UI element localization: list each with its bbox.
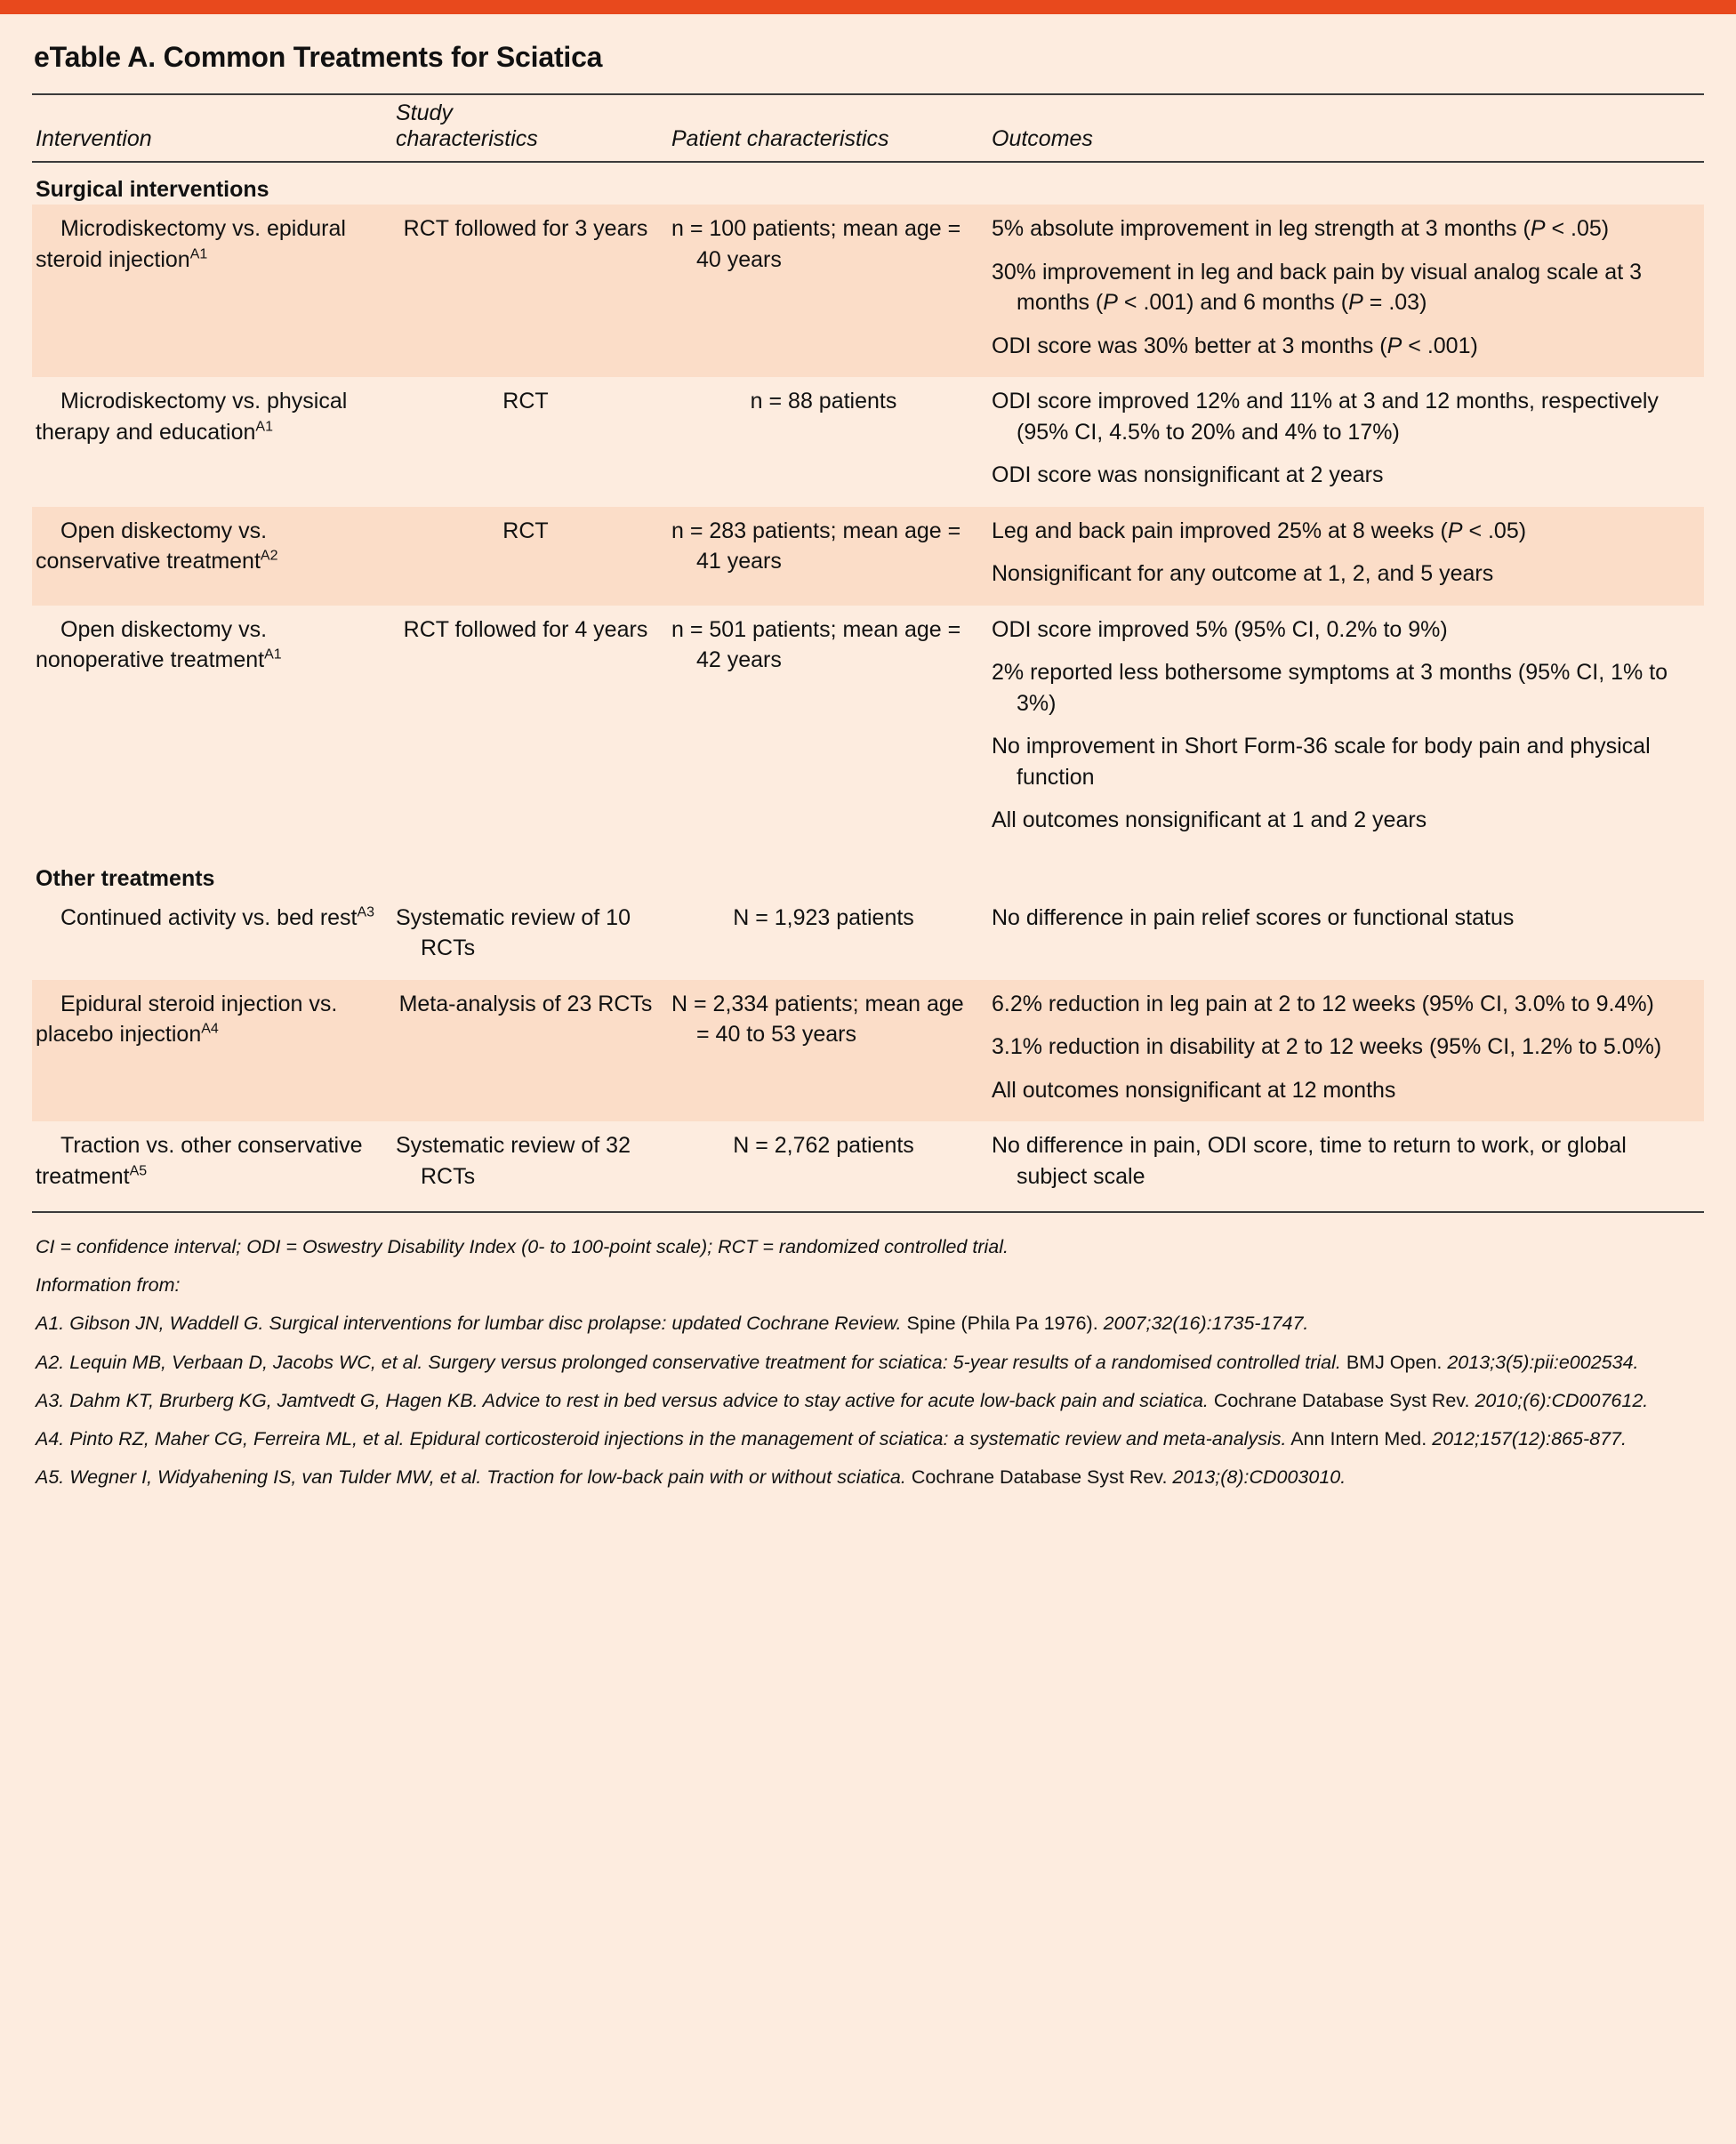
- outcome-item: 3.1% reduction in disability at 2 to 12 weeks (95% CI, 1.2% to 5.0%): [992, 1034, 1662, 1059]
- cell-patient-characteristics: N = 1,923 patients: [733, 904, 914, 930]
- treatments-table: [32, 93, 1704, 1211]
- cell-study-characteristics: RCT followed for 4 years: [403, 616, 648, 642]
- column-header-2: Study characteristics: [392, 94, 668, 162]
- table-row: [32, 980, 1704, 1122]
- cell-patient-characteristics: n = 100 patients; mean age = 40 years: [671, 216, 961, 272]
- table-header-row: [32, 94, 1704, 162]
- cell-patient-characteristics: n = 283 patients; mean age = 41 years: [671, 518, 961, 574]
- table-row: [32, 377, 1704, 507]
- reference-item: A4. Pinto RZ, Maher CG, Ferreira ML, et al. Epidural corticosteroid injections in the management of sciatica: a systematic review and meta-analysis. Ann Intern Med. 2012;157(12):865-877.: [36, 1428, 1627, 1450]
- column-header-4: Outcomes: [988, 94, 1704, 162]
- table-row: [32, 507, 1704, 606]
- column-header-3: Patient characteristics: [668, 94, 988, 162]
- cell-intervention: Open diskectomy vs. nonoperative treatment$^{A1}$: [36, 616, 282, 672]
- cell-patient-characteristics: n = 501 patients; mean age = 42 years: [671, 616, 961, 672]
- column-header-1: Intervention: [32, 94, 392, 162]
- outcome-item: No improvement in Short Form-36 scale for body pain and physical function: [992, 734, 1651, 790]
- cell-study-characteristics: Systematic review of 32 RCTs: [396, 1133, 631, 1189]
- cell-intervention: Epidural steroid injection vs. placebo injection$^{A4}$: [36, 991, 338, 1047]
- footnote-information-from: Information from:: [36, 1274, 181, 1297]
- reference-item: A5. Wegner I, Widyahening IS, van Tulder MW, et al. Traction for low-back pain with or without sciatica. Cochrane Database Syst Rev. 2013;(8):CD003010.: [36, 1466, 1346, 1489]
- cell-outcomes: [988, 1121, 1704, 1211]
- outcome-item: ODI score improved 5% (95% CI, 0.2% to 9%): [992, 616, 1448, 642]
- cell-patient-characteristics: N = 2,762 patients: [733, 1133, 914, 1158]
- outcome-item: Leg and back pain improved 25% at 8 weeks (P < .05): [992, 518, 1527, 543]
- section-header-row: [32, 852, 1704, 894]
- cell-intervention: Continued activity vs. bed rest$^{A3}$: [60, 904, 375, 930]
- reference-item: A2. Lequin MB, Verbaan D, Jacobs WC, et al. Surgery versus prolonged conservative treatment for sciatica: 5-year results of a randomised controlled trial. BMJ Open. 2013;3(5):pii:e002534.: [36, 1351, 1639, 1373]
- outcome-item: ODI score improved 12% and 11% at 3 and 12 months, respectively (95% CI, 4.5% to 20% and 4% to 17%): [992, 389, 1659, 445]
- cell-outcomes: [988, 894, 1704, 980]
- outcome-item: Nonsignificant for any outcome at 1, 2, and 5 years: [992, 561, 1494, 586]
- cell-outcomes: [988, 606, 1704, 852]
- reference-item: A3. Dahm KT, Brurberg KG, Jamtvedt G, Hagen KB. Advice to rest in bed versus advice to stay active for acute low-back pain and sciatica. Cochrane Database Syst Rev. 2010;(6):CD007612.: [36, 1389, 1649, 1411]
- page-content: [0, 14, 1736, 1518]
- cell-study-characteristics: Systematic review of 10 RCTs: [396, 904, 631, 960]
- cell-outcomes: [988, 507, 1704, 606]
- cell-study-characteristics: Meta-analysis of 23 RCTs: [398, 991, 653, 1016]
- outcome-item: 2% reported less bothersome symptoms at 3 months (95% CI, 1% to 3%): [992, 660, 1668, 716]
- table-row: [32, 894, 1704, 980]
- cell-intervention: Microdiskectomy vs. physical therapy and education$^{A1}$: [36, 389, 348, 445]
- outcome-item: ODI score was 30% better at 3 months (P < .001): [992, 333, 1478, 358]
- outcome-item: All outcomes nonsignificant at 12 months: [992, 1077, 1396, 1103]
- page-title: eTable A. Common Treatments for Sciatica: [34, 41, 603, 73]
- cell-outcomes: [988, 377, 1704, 507]
- table-footnotes: [32, 1211, 1704, 1491]
- cell-intervention: Microdiskectomy vs. epidural steroid injection$^{A1}$: [36, 216, 346, 272]
- outcome-item: 6.2% reduction in leg pain at 2 to 12 weeks (95% CI, 3.0% to 9.4%): [992, 991, 1654, 1016]
- footnote-abbreviations: CI = confidence interval; ODI = Oswestry Disability Index (0- to 100-point scale); RCT = randomized controlled trial.: [36, 1236, 1009, 1257]
- outcome-item: ODI score was nonsignificant at 2 years: [992, 462, 1384, 487]
- cell-intervention: Traction vs. other conservative treatment$^{A5}$: [36, 1133, 363, 1189]
- cell-patient-characteristics: n = 88 patients: [750, 389, 897, 414]
- cell-study-characteristics: RCT followed for 3 years: [403, 216, 648, 241]
- cell-study-characteristics: RCT: [502, 518, 549, 543]
- cell-outcomes: [988, 205, 1704, 377]
- table-row: [32, 205, 1704, 377]
- section-header-row: [32, 162, 1704, 205]
- cell-outcomes: [988, 980, 1704, 1122]
- table-row: [32, 1121, 1704, 1211]
- accent-bar: [0, 0, 1736, 14]
- outcome-item: No difference in pain, ODI score, time to return to work, or global subject scale: [992, 1133, 1627, 1189]
- table-body: [32, 94, 1704, 1211]
- reference-item: A1. Gibson JN, Waddell G. Surgical interventions for lumbar disc prolapse: updated Cochrane Review. Spine (Phila Pa 1976). 2007;32(16):1735-1747.: [36, 1313, 1309, 1335]
- outcome-item: 30% improvement in leg and back pain by visual analog scale at 3 months (P < .001) and 6 months (P = .03): [992, 259, 1642, 315]
- outcome-item: All outcomes nonsignificant at 1 and 2 years: [992, 807, 1427, 832]
- outcome-item: No difference in pain relief scores or functional status: [992, 904, 1515, 930]
- reference-list: [36, 1311, 1700, 1490]
- cell-intervention: Open diskectomy vs. conservative treatment$^{A2}$: [36, 518, 278, 574]
- table-row: [32, 606, 1704, 852]
- cell-study-characteristics: RCT: [502, 389, 549, 414]
- section-label: Surgical interventions: [36, 177, 269, 202]
- section-label: Other treatments: [36, 865, 215, 891]
- cell-patient-characteristics: N = 2,334 patients; mean age = 40 to 53 years: [671, 991, 964, 1047]
- outcome-item: 5% absolute improvement in leg strength at 3 months (P < .05): [992, 216, 1610, 241]
